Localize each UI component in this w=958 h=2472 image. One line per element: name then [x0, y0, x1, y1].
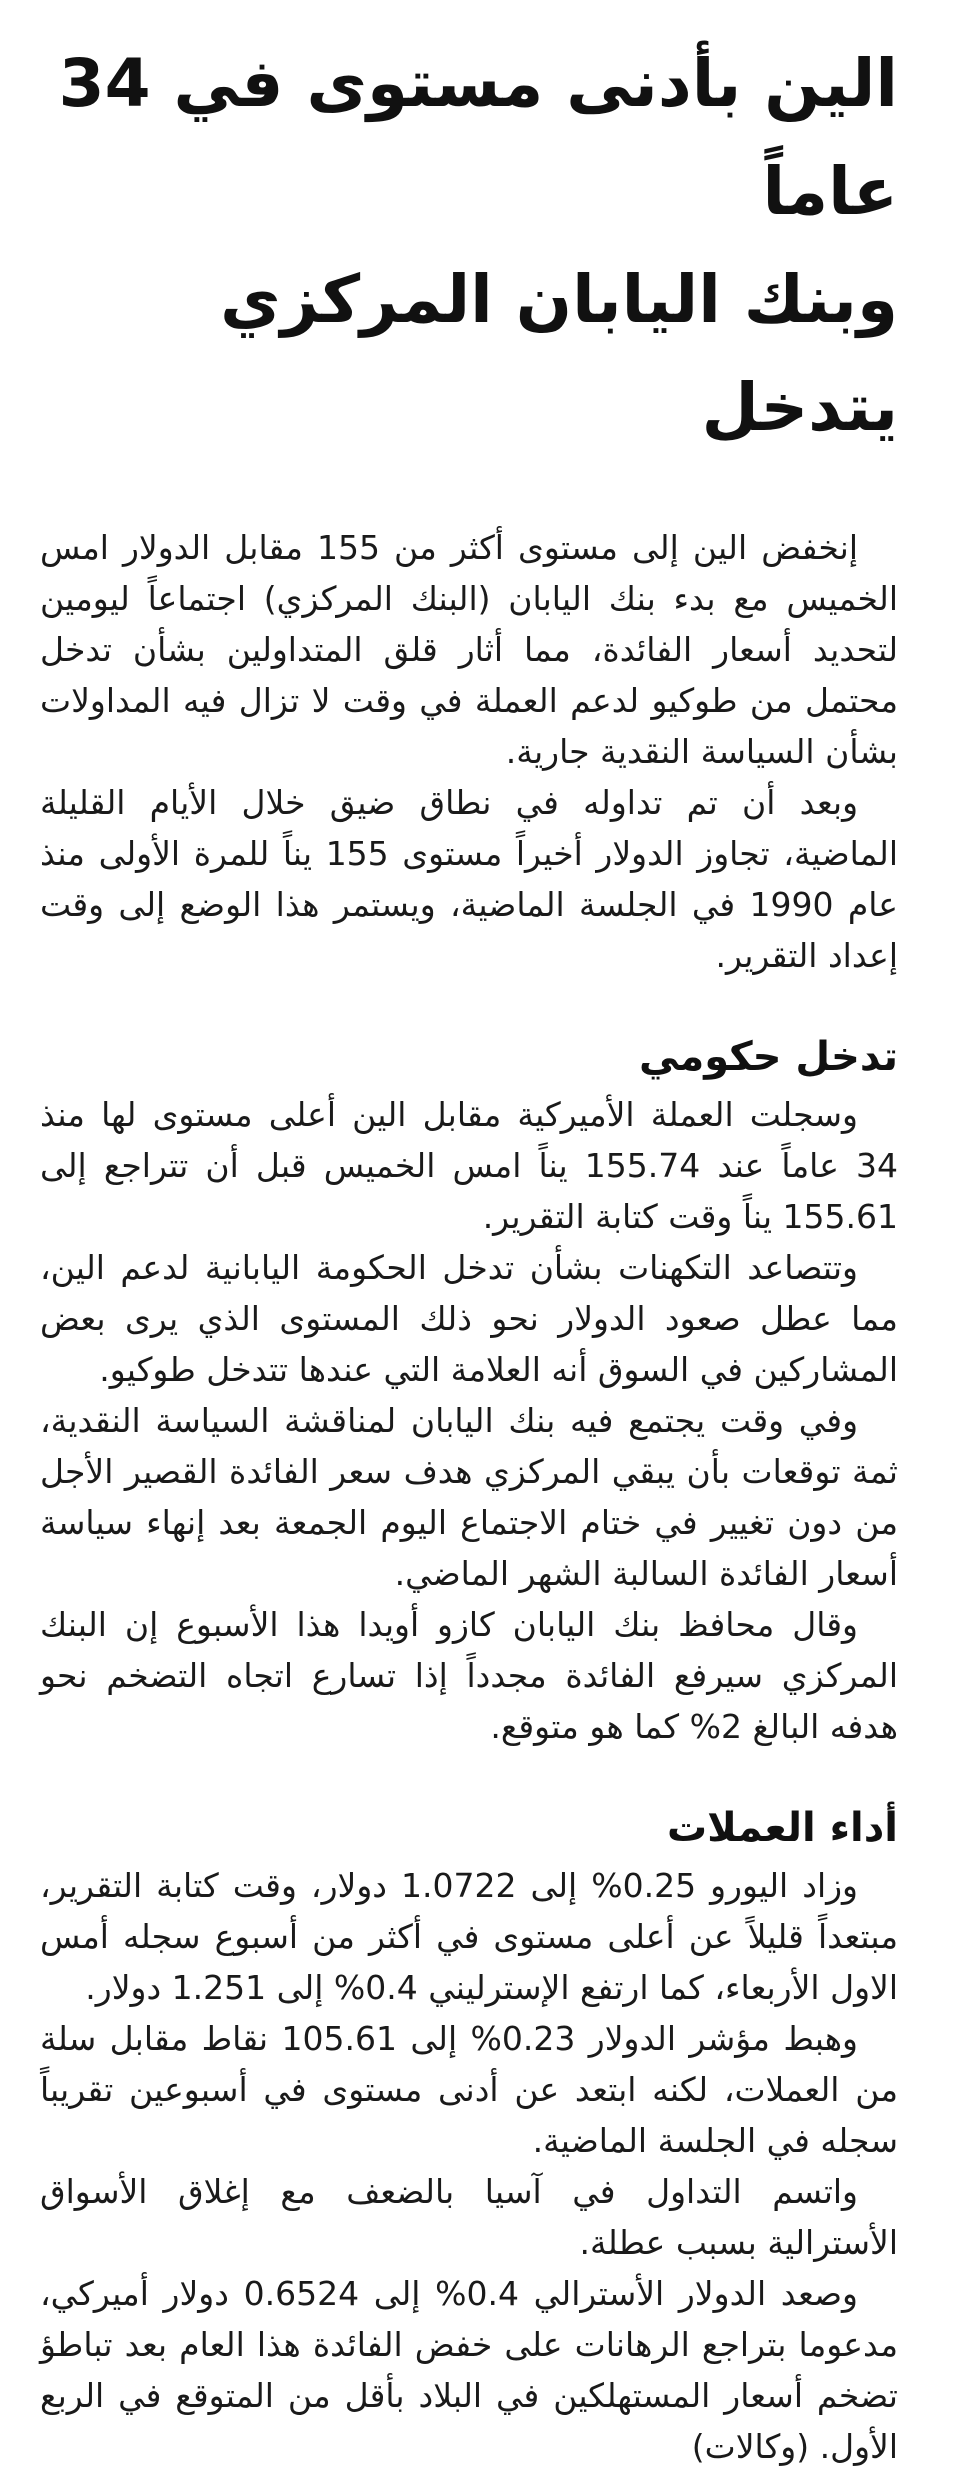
section-heading-government-intervention: تدخل حكومي: [639, 1034, 898, 1080]
section1-paragraph-2: وتتصاعد التكهنات بشأن تدخل الحكومة اليابانية لدعم الين، مما عطل صعود الدولار نحو ذلك المستوى الذي يرى بعض المشاركين في السوق أنه العلامة التي عندها تتدخل طوكيو.: [40, 1248, 898, 1389]
section1-paragraph-3: وفي وقت يجتمع فيه بنك اليابان لمناقشة السياسة النقدية، ثمة توقعات بأن يبقي المركزي هدف سعر الفائدة القصير الأجل من دون تغيير في ختام الاجتماع اليوم الجمعة بعد إنهاء سياسة أسعار الفائدة السالبة الشهر الماضي.: [40, 1401, 898, 1593]
spacer: [40, 462, 898, 522]
article-headline: [40, 30, 898, 462]
section2-paragraph-2: وهبط مؤشر الدولار 0.23% إلى 105.61 نقاط مقابل سلة من العملات، لكنه ابتعد عن أدنى مستوى في أسبوعين تقريباً سجله في الجلسة الماضية.: [40, 2019, 898, 2160]
headline-line-1: الين بأدنى مستوى في 34 عاماً: [58, 45, 898, 230]
section1-paragraph-4: وقال محافظ بنك اليابان كازو أويدا هذا الأسبوع إن البنك المركزي سيرفع الفائدة مجدداً إذا تسارع اتجاه التضخم نحو هدفه البالغ 2% كما هو متوقع.: [40, 1605, 898, 1746]
headline-line-2: وبنك اليابان المركزي يتدخل: [220, 261, 898, 446]
section-heading-currency-performance: أداء العملات: [666, 1805, 898, 1851]
section1-paragraph-1: وسجلت العملة الأميركية مقابل الين أعلى مستوى لها منذ 34 عاماً عند 155.74 يناً امس الخميس قبل أن تتراجع إلى 155.61 يناً وقت كتابة التقرير.: [40, 1095, 898, 1236]
section2-paragraph-1: وزاد اليورو 0.25% إلى 1.0722 دولار، وقت كتابة التقرير، مبتعداً قليلاً عن أعلى مستوى في أكثر من أسبوع سجله أمس الاول الأربعاء، كما ارتفع الإسترليني 0.4% إلى 1.251 دولار.: [40, 1866, 898, 2007]
section2-paragraph-4: وصعد الدولار الأسترالي 0.4% إلى 0.6524 دولار أميركي، مدعوما بتراجع الرهانات على خفض الفائدة هذا العام بعد تباطؤ تضخم أسعار المستهلكين في البلاد بأقل من المتوقع في الربع الأول. (وكالات): [40, 2274, 898, 2466]
intro-paragraph-1: إنخفض الين إلى مستوى أكثر من 155 مقابل الدولار امس الخميس مع بدء بنك اليابان (البنك المركزي) اجتماعاً ليومين لتحديد أسعار الفائدة، مما أثار قلق المتداولين بشأن تدخل محتمل من طوكيو لدعم العملة في وقت لا تزال فيه المداولات بشأن السياسة النقدية جارية.: [40, 528, 898, 771]
intro-paragraph-2: وبعد أن تم تداوله في نطاق ضيق خلال الأيام القليلة الماضية، تجاوز الدولار أخيراً مستوى 155 يناً للمرة الأولى منذ عام 1990 في الجلسة الماضية، ويستمر هذا الوضع إلى وقت إعداد التقرير.: [40, 783, 898, 975]
spacer: [40, 981, 898, 1025]
section2-paragraph-3: واتسم التداول في آسيا بالضعف مع إغلاق الأسواق الأسترالية بسبب عطلة.: [40, 2172, 898, 2262]
spacer: [40, 1752, 898, 1796]
